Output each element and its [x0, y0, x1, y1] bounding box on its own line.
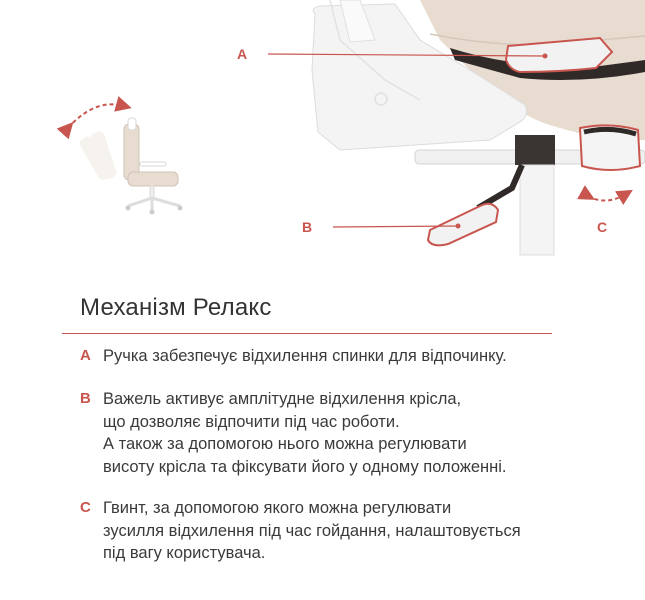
item-text-line: висоту крісла та фіксувати його у одному положенні.: [103, 457, 507, 476]
feature-item-b: [80, 388, 507, 478]
chair-recline-icon: [68, 104, 183, 214]
title-divider: [62, 333, 552, 334]
rotate-arrow-icon: [588, 194, 626, 201]
section-title: Механізм Релакс: [80, 294, 272, 321]
callout-label-c: C: [597, 219, 608, 235]
item-text-line: Гвинт, за допомогою якого можна регулювати: [103, 499, 452, 517]
mechanism-closeup: [268, 0, 645, 255]
mechanism-illustration: [0, 0, 645, 270]
item-text-line: зусилля відхилення під час гойдання, налаштовується: [103, 521, 521, 540]
feature-item-a: [80, 345, 507, 368]
item-letter: A: [80, 347, 91, 364]
callout-label-b: B: [302, 219, 313, 235]
item-text-line: під вагу користувача.: [103, 544, 266, 562]
item-text-line: Ручка забезпечує відхилення спинки для відпочинку.: [103, 347, 507, 365]
item-text-line: А також за допомогою нього можна регулювати: [103, 435, 467, 453]
item-text-line: Важель активує амплітудне відхилення крісла,: [103, 390, 462, 408]
item-letter: B: [80, 390, 91, 407]
item-letter: C: [80, 499, 91, 516]
callout-label-a: A: [237, 46, 248, 62]
feature-item-c: [80, 497, 521, 565]
item-text-line: що дозволяє відпочити під час роботи.: [103, 412, 400, 431]
